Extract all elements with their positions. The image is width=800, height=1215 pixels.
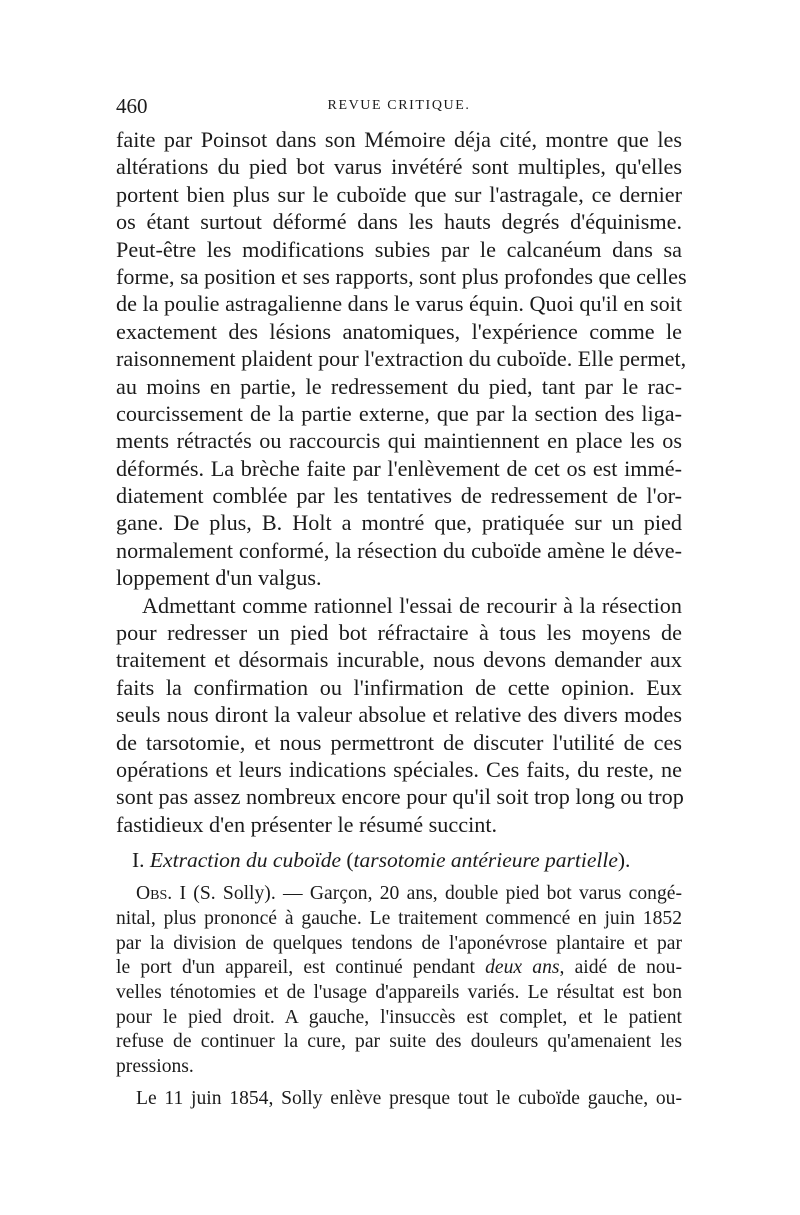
text-line: ments rétractés ou raccourcis qui maintiennent en place les os: [116, 428, 682, 454]
section-subtitle: tarsotomie antérieure partielle: [353, 848, 618, 873]
text-line: diatement comblée par les tentatives de redressement de l'or-: [116, 483, 682, 509]
text-line: fastidieux d'en présenter le résumé succint.: [116, 811, 498, 837]
text-line: seuls nous diront la valeur absolue et relative des divers modes: [116, 702, 682, 728]
paren-close: ).: [617, 848, 631, 873]
obs-line-text: le port d'un appareil, est continué pendant: [116, 957, 486, 979]
running-title: REVUE CRITIQUE.: [327, 98, 471, 113]
text-line: Peut-être les modifications subies par le calcanéum dans sa: [116, 236, 682, 262]
text-line: faite par Poinsot dans son Mémoire déja cité, montre que les: [116, 127, 682, 152]
text-line: normalement conformé, la résection du cuboïde amène le déve-: [116, 537, 682, 563]
text-line: exactement des lésions anatomiques, l'expérience comme le: [116, 318, 682, 344]
obs-label: Obs.: [136, 883, 173, 905]
text-line: pressions.: [116, 1055, 194, 1077]
text-line: [116, 956, 682, 981]
obs-line-text: , aidé de nou-: [559, 957, 682, 979]
text-line: traitement et désormais incurable, nous devons demander aux: [116, 647, 682, 673]
section-heading: [116, 847, 682, 874]
text-line: loppement d'un valgus.: [116, 565, 322, 591]
text-line: raisonnement plaident pour l'extraction du cuboïde. Elle permet,: [116, 346, 687, 372]
text-line: os étant surtout déformé dans les hauts degrés d'équinisme.: [116, 209, 682, 235]
obs-line-text: I (S. Solly). — Garçon, 20 ans, double pied bot varus congé-: [172, 883, 682, 905]
text-line: gane. De plus, B. Holt a montré que, pratiquée sur un pied: [116, 510, 682, 536]
text-line: sont pas assez nombreux encore pour qu'il soit trop long ou trop: [116, 784, 684, 810]
text-line: altérations du pied bot varus invétéré sont multiples, qu'elles: [116, 154, 682, 180]
paragraph-2: [116, 592, 682, 839]
text-line: forme, sa position et ses rapports, sont plus profondes que celles: [116, 263, 687, 289]
text-line: Le 11 juin 1854, Solly enlève presque tout le cuboïde gauche, ou-: [136, 1087, 682, 1109]
text-line: de la poulie astragalienne dans le varus équin. Quoi qu'il en soit: [116, 291, 682, 317]
text-line: faits la confirmation ou l'infirmation de cette opinion. Eux: [116, 674, 682, 700]
obs-italic-text: deux ans: [485, 957, 560, 979]
text-line: portent bien plus sur le cuboïde que sur l'astragale, ce dernier: [116, 181, 682, 207]
text-line: courcissement de la partie externe, que par la section des liga-: [116, 400, 682, 426]
paren-open: (: [346, 848, 354, 873]
text-line: nital, plus prononcé à gauche. Le traitement commencé en juin 1852: [116, 907, 682, 929]
text-line: au moins en partie, le redressement du pied, tant par le rac-: [116, 373, 682, 399]
text-line: velles ténotomies et de l'usage d'appareils variés. Le résultat est bon: [116, 981, 682, 1003]
paragraph-1: [116, 126, 687, 592]
text-line: [116, 882, 682, 907]
page-header: [116, 94, 682, 118]
text-line: déformés. La brèche faite par l'enlèvement de cet os est immé-: [116, 455, 682, 481]
section-number: I.: [132, 848, 145, 873]
text-line: pour le pied droit. A gauche, l'insuccès est complet, et le patient: [116, 1006, 682, 1028]
text-line: opérations et leurs indications spéciales. Ces faits, du reste, ne: [116, 756, 682, 782]
text-line: pour redresser un pied bot réfractaire à tous les moyens de: [116, 620, 682, 646]
page-number: 460: [116, 94, 148, 118]
text-line: par la division de quelques tendons de l'aponévrose plantaire et par: [116, 932, 682, 954]
text-line: Admettant comme rationnel l'essai de recourir à la résection: [142, 592, 682, 618]
page-body: [116, 126, 687, 1111]
text-line: de tarsotomie, et nous permettront de discuter l'utilité de ces: [116, 729, 682, 755]
text-line: refuse de continuer la cure, par suite des douleurs qu'amenaient les: [116, 1031, 682, 1053]
section-title: Extraction du cuboïde: [149, 848, 341, 873]
observation-block: [116, 882, 682, 1111]
